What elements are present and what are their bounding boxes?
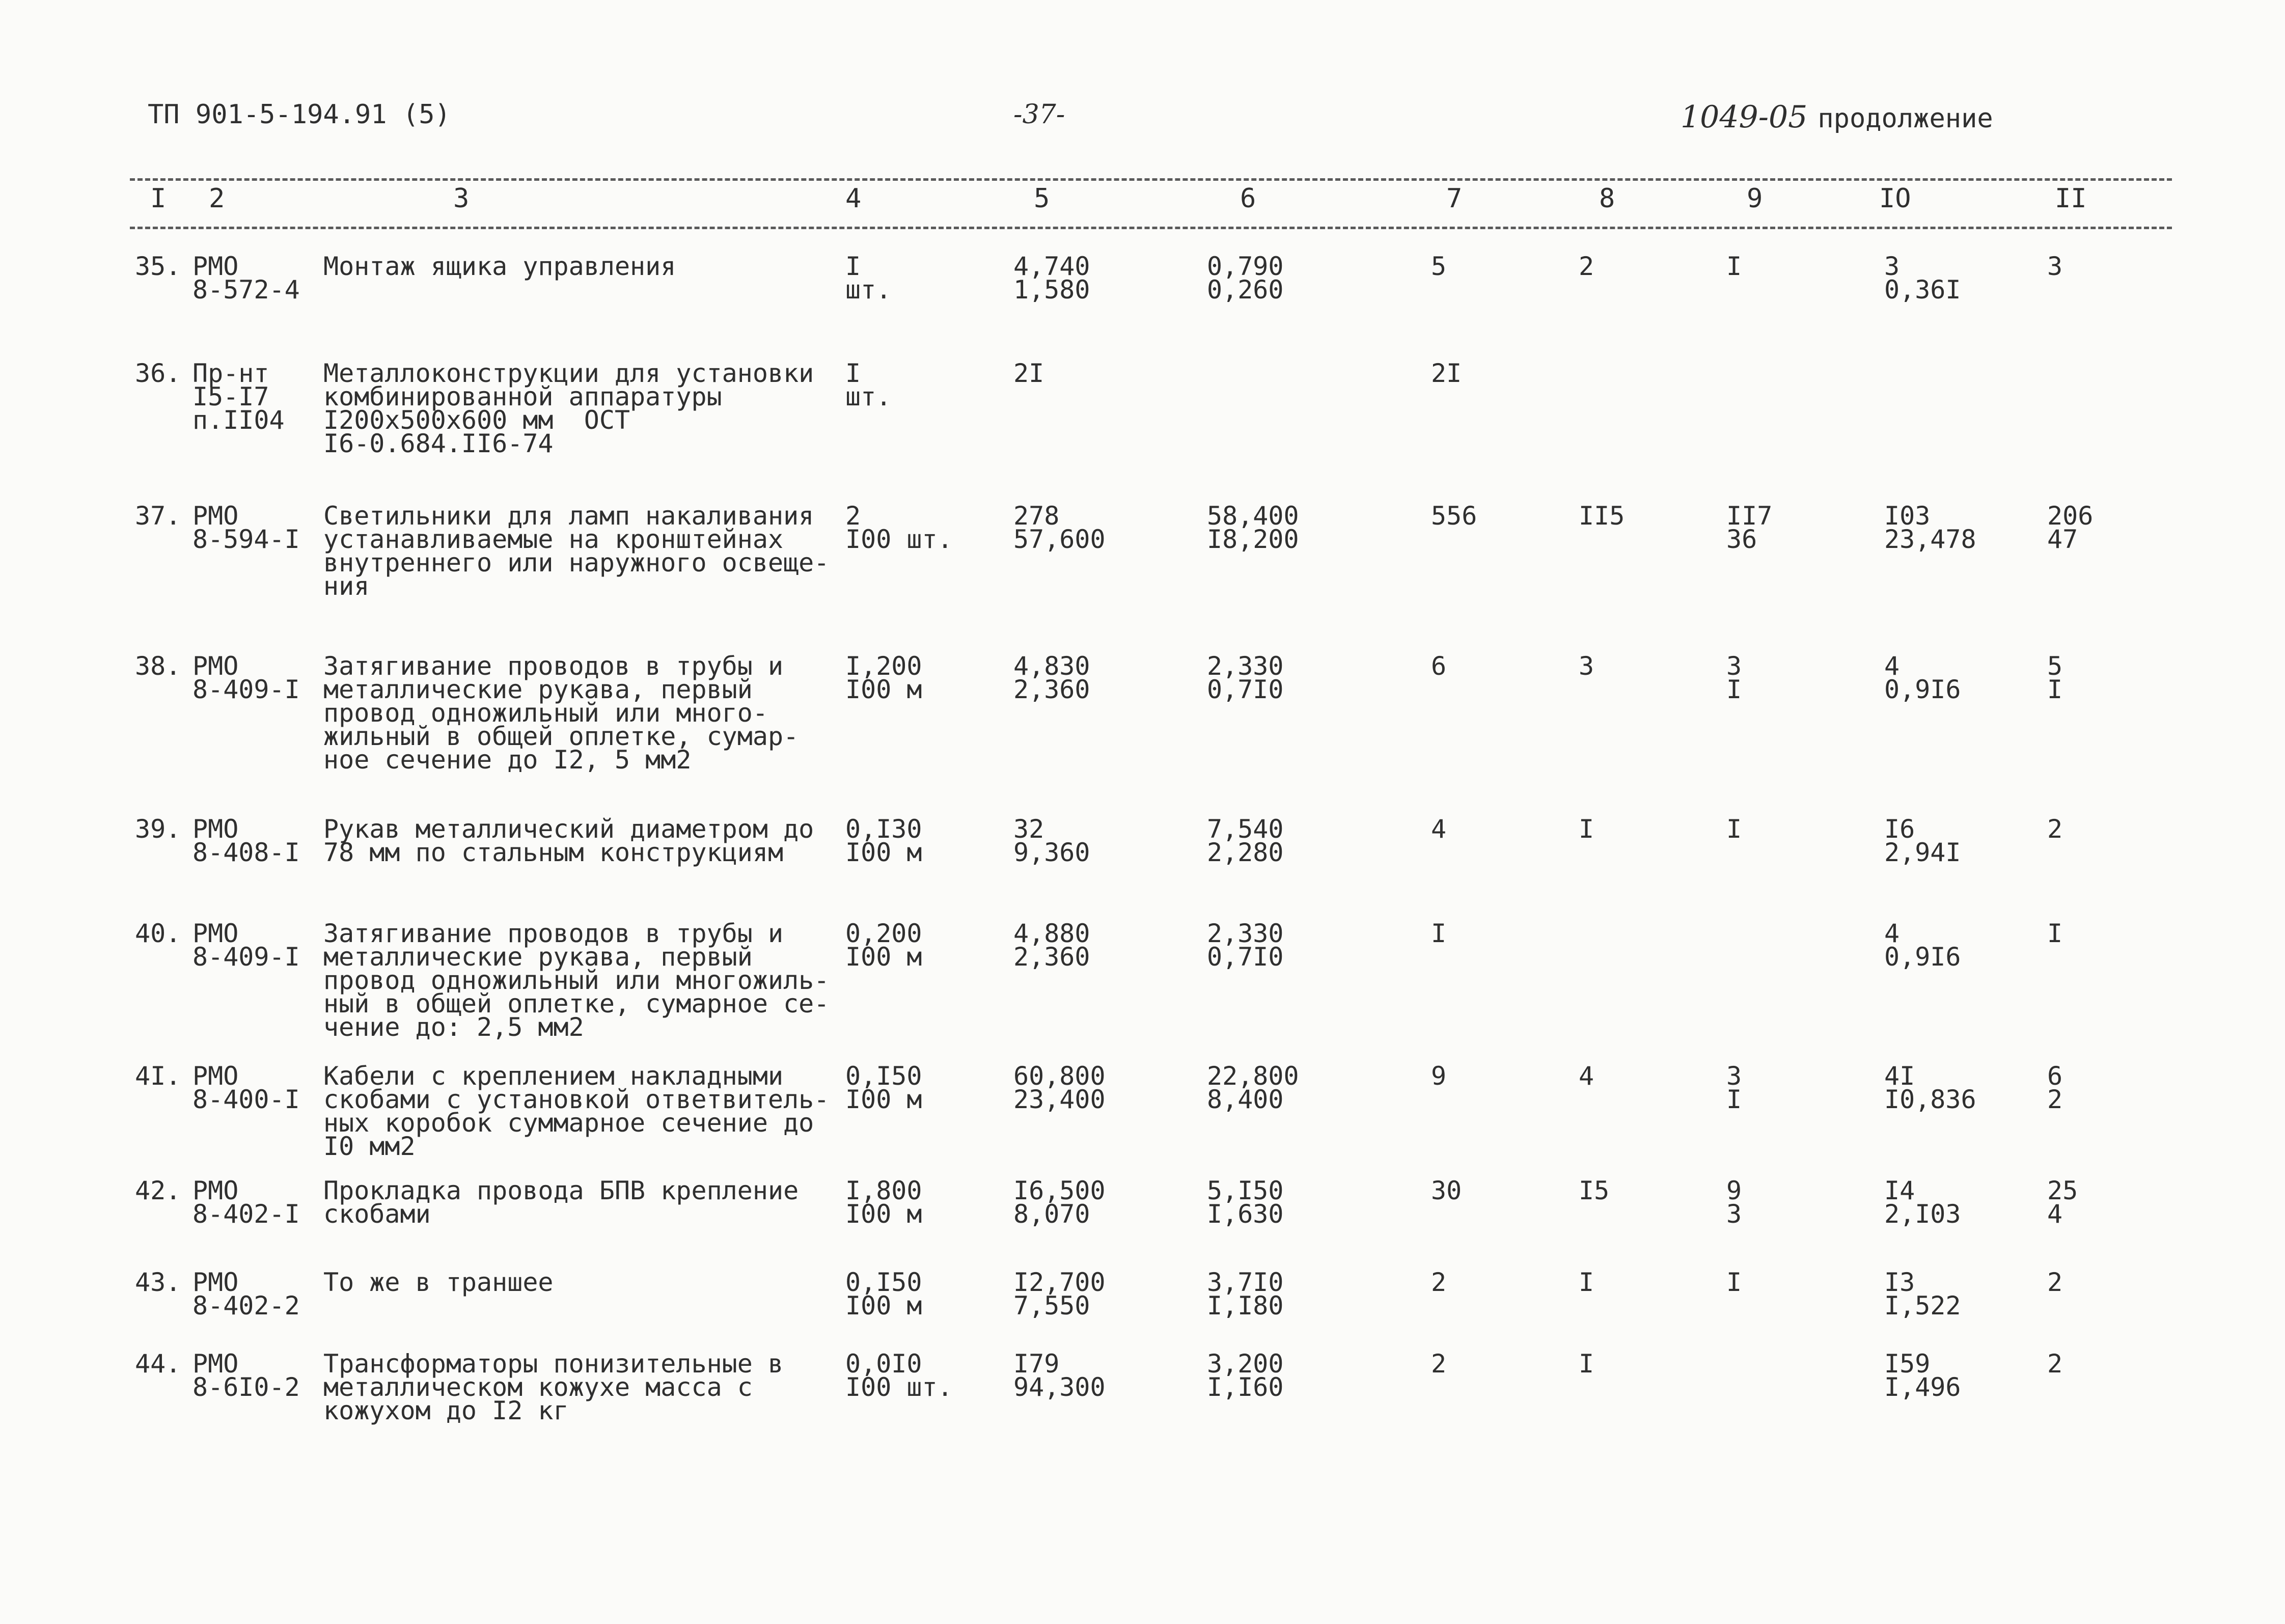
unit-quantity: 0,0I0 I00 шт. xyxy=(845,1349,953,1402)
norm-code: РМО 8-6I0-2 xyxy=(192,1349,300,1402)
col6-value: 3,200 I,I60 xyxy=(1207,1349,1284,1402)
col8-value: 2 xyxy=(1579,252,1594,281)
unit-quantity: I,800 I00 м xyxy=(845,1176,922,1229)
col5-value: 32 9,360 xyxy=(1013,814,1090,867)
col10-value: I59 I,496 xyxy=(1884,1349,1961,1402)
row-number: 39. xyxy=(135,814,181,844)
row-number: 35. xyxy=(135,252,181,281)
work-description: Затягивание проводов в трубы и металлические рукава, первый провод одножильный или многo- жильный в общей оплетке, сумар- ное сечение до I2, 5 мм2 xyxy=(323,651,799,775)
col5-value: 4,880 2,360 xyxy=(1013,919,1090,972)
unit-quantity: I шт. xyxy=(845,252,892,305)
col7-value: 30 xyxy=(1431,1176,1462,1205)
col-header-3: 3 xyxy=(453,183,470,214)
col5-value: 4,830 2,360 xyxy=(1013,651,1090,704)
col6-value: 5,I50 I,630 xyxy=(1207,1176,1284,1229)
col6-value: 2,330 0,7I0 xyxy=(1207,651,1284,704)
col5-value: I2,700 7,550 xyxy=(1013,1268,1106,1320)
col6-value: 58,400 I8,200 xyxy=(1207,501,1299,554)
col9-value: I xyxy=(1726,1268,1742,1297)
col-header-4: 4 xyxy=(845,183,862,214)
col10-value: I3 I,522 xyxy=(1884,1268,1961,1320)
col5-value: I6,500 8,070 xyxy=(1013,1176,1106,1229)
unit-quantity: 0,I30 I00 м xyxy=(845,814,922,867)
col9-value: II7 36 xyxy=(1726,501,1773,554)
handwritten-code: 1049-05 xyxy=(1681,99,1808,135)
norm-code: РМО 8-594-I xyxy=(192,501,300,554)
row-number: 4I. xyxy=(135,1061,181,1091)
col9-value: 9 3 xyxy=(1726,1176,1742,1229)
col7-value: 556 xyxy=(1431,501,1477,531)
norm-code: РМО 8-572-4 xyxy=(192,252,300,305)
col8-value: I xyxy=(1579,814,1594,844)
unit-quantity: 0,I50 I00 м xyxy=(845,1268,922,1320)
work-description: Прокладка провода БПВ крепление скобами xyxy=(323,1176,799,1229)
col5-value: I79 94,300 xyxy=(1013,1349,1106,1402)
header-right xyxy=(1681,99,1993,135)
unit-quantity: 0,200 I00 м xyxy=(845,919,922,972)
col6-value: 2,330 0,7I0 xyxy=(1207,919,1284,972)
col9-value: I xyxy=(1726,252,1742,281)
work-description: Трансформаторы понизительные в металлическом кожухе масса с кожухом до I2 кг xyxy=(323,1349,784,1425)
norm-code: Пр-нт I5-I7 п.II04 xyxy=(192,359,285,435)
col11-value: 5 I xyxy=(2047,651,2063,704)
document-code: ТП 901-5-194.91 (5) xyxy=(148,99,451,130)
norm-code: РМО 8-402-I xyxy=(192,1176,300,1229)
work-description: Монтаж ящика управления xyxy=(323,252,676,281)
norm-code: РМО 8-400-I xyxy=(192,1061,300,1114)
col6-value: 3,7I0 I,I80 xyxy=(1207,1268,1284,1320)
col11-value: 2 xyxy=(2047,814,2063,844)
col6-value: 0,790 0,260 xyxy=(1207,252,1284,305)
col8-value: I xyxy=(1579,1349,1594,1379)
col-header-5: 5 xyxy=(1034,183,1050,214)
row-number: 43. xyxy=(135,1268,181,1297)
table-rule-top xyxy=(130,178,2172,181)
col11-value: 206 47 xyxy=(2047,501,2094,554)
col10-value: 4 0,9I6 xyxy=(1884,651,1961,704)
col-header-2: 2 xyxy=(209,183,225,214)
col6-value: 7,540 2,280 xyxy=(1207,814,1284,867)
norm-code: РМО 8-409-I xyxy=(192,651,300,704)
table-rule-bottom xyxy=(130,227,2172,229)
col11-value: 2 xyxy=(2047,1268,2063,1297)
col8-value: II5 xyxy=(1579,501,1625,531)
work-description: Кабели с креплением накладными скобами с установкой ответвитель- ных коробок суммарное сечение до I0 мм2 xyxy=(323,1061,830,1161)
page-number: -37- xyxy=(1013,99,1065,130)
col-header-1: I xyxy=(150,183,167,214)
col10-value: I4 2,I03 xyxy=(1884,1176,1961,1229)
col7-value: 4 xyxy=(1431,814,1447,844)
work-description: Затягивание проводов в трубы и металлические рукава, первый провод одножильный или многожиль- ный в общей оплетке, сумарное се- чение до: 2,5 мм2 xyxy=(323,919,830,1042)
col5-value: 2I xyxy=(1013,359,1044,388)
col7-value: 2 xyxy=(1431,1268,1447,1297)
col7-value: I xyxy=(1431,919,1447,948)
col11-value: 25 4 xyxy=(2047,1176,2078,1229)
col10-value: 4 0,9I6 xyxy=(1884,919,1961,972)
norm-code: РМО 8-402-2 xyxy=(192,1268,300,1320)
col11-value: 3 xyxy=(2047,252,2063,281)
row-number: 38. xyxy=(135,651,181,681)
col7-value: 9 xyxy=(1431,1061,1447,1091)
col-header-6: 6 xyxy=(1240,183,1256,214)
col10-value: I6 2,94I xyxy=(1884,814,1961,867)
unit-quantity: 2 I00 шт. xyxy=(845,501,953,554)
row-number: 37. xyxy=(135,501,181,531)
col8-value: I5 xyxy=(1579,1176,1610,1205)
col5-value: 60,800 23,400 xyxy=(1013,1061,1106,1114)
row-number: 42. xyxy=(135,1176,181,1205)
unit-quantity: I,200 I00 м xyxy=(845,651,922,704)
col11-value: I xyxy=(2047,919,2063,948)
work-description: То же в траншее xyxy=(323,1268,554,1297)
col7-value: 6 xyxy=(1431,651,1447,681)
col9-value: I xyxy=(1726,814,1742,844)
col10-value: 3 0,36I xyxy=(1884,252,1961,305)
col10-value: 4I I0,836 xyxy=(1884,1061,1976,1114)
row-number: 44. xyxy=(135,1349,181,1379)
col9-value: 3 I xyxy=(1726,1061,1742,1114)
col10-value: I03 23,478 xyxy=(1884,501,1976,554)
work-description: Рукав металлический диаметром до 78 мм по стальным конструкциям xyxy=(323,814,814,867)
row-number: 36. xyxy=(135,359,181,388)
col11-value: 2 xyxy=(2047,1349,2063,1379)
norm-code: РМО 8-409-I xyxy=(192,919,300,972)
col6-value: 22,800 8,400 xyxy=(1207,1061,1299,1114)
col-header-10: IO xyxy=(1879,183,1911,214)
col7-value: 2 xyxy=(1431,1349,1447,1379)
col7-value: 5 xyxy=(1431,252,1447,281)
col5-value: 278 57,600 xyxy=(1013,501,1106,554)
row-number: 40. xyxy=(135,919,181,948)
col-header-8: 8 xyxy=(1599,183,1615,214)
col8-value: I xyxy=(1579,1268,1594,1297)
work-description: Светильники для ламп накаливания устанавливаемые на кронштейнах внутреннего или наружного освеще- ния xyxy=(323,501,830,601)
col8-value: 4 xyxy=(1579,1061,1594,1091)
col5-value: 4,740 1,580 xyxy=(1013,252,1090,305)
col9-value: 3 I xyxy=(1726,651,1742,704)
unit-quantity: 0,I50 I00 м xyxy=(845,1061,922,1114)
continuation-label: продолжение xyxy=(1818,103,1993,134)
col8-value: 3 xyxy=(1579,651,1594,681)
col11-value: 6 2 xyxy=(2047,1061,2063,1114)
col7-value: 2I xyxy=(1431,359,1462,388)
unit-quantity: I шт. xyxy=(845,359,892,411)
norm-code: РМО 8-408-I xyxy=(192,814,300,867)
col-header-9: 9 xyxy=(1747,183,1763,214)
work-description: Металлоконструкции для установки комбинированной аппаратуры I200х500х600 мм ОСТ I6-0.684.II6-74 xyxy=(323,359,814,458)
col-header-11: II xyxy=(2055,183,2087,214)
col-header-7: 7 xyxy=(1446,183,1463,214)
